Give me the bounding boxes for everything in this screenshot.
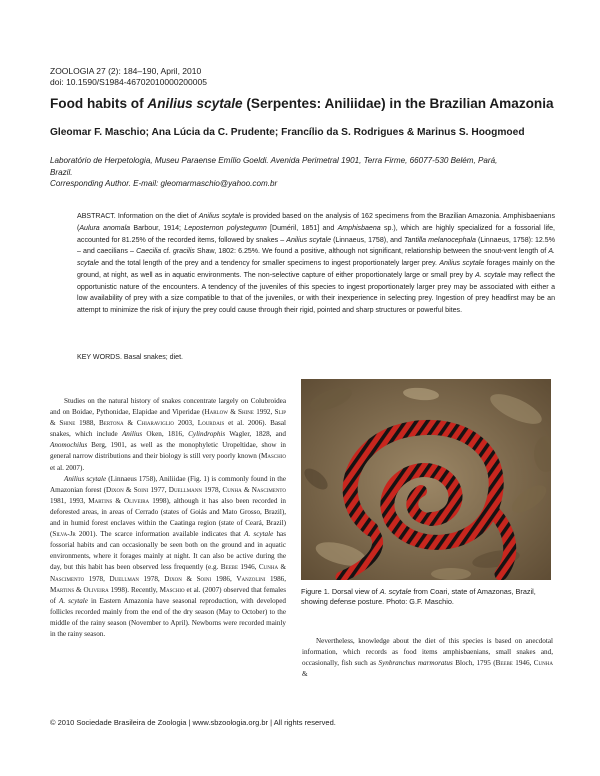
citation: Cunha & Nascimento <box>222 485 287 494</box>
text-span: 1946, <box>512 659 534 668</box>
genus-name: Anilius <box>121 430 143 439</box>
species-name: gracilis <box>172 248 195 256</box>
citation: Martins & Oliveira <box>50 585 109 594</box>
paragraph-diet <box>302 636 553 680</box>
species-name: Anilius scytale <box>439 260 485 267</box>
species-name: Anilius scytale <box>198 213 244 220</box>
title-text-rest: (Serpentes: Aniliidae) in the Brazilian Amazonia <box>242 96 554 111</box>
species-name: Anilius scytale <box>286 236 332 244</box>
text-span: 1992, <box>253 408 275 417</box>
text-span: 2001). The scarce information available indicates that <box>75 530 245 539</box>
author-list: Gleomar F. Maschio; Ana Lúcia da C. Prudente; Francílio da S. Rodrigues & Marinus S. Hoogmoed <box>50 127 525 138</box>
text-span: 1981, 1993, <box>50 496 89 505</box>
journal-volume-line: ZOOLOGIA 27 (2): 184–190, April, 2010 <box>50 66 202 76</box>
text-span: 1998), although it has also been recorded in deforested areas, in areas of Cerrado (states of Goiás and Mato Grosso, Brazil), and in humid forest enclaves within the Caatinga region (state of Ceará, Brazil) ( <box>50 496 286 539</box>
article-title <box>50 96 570 111</box>
abstract-span: [Duméril, 1851] and <box>266 224 338 232</box>
species-name: Synbranchus marmoratus <box>378 659 453 668</box>
abstract-text <box>77 211 555 317</box>
genus-name: Cylindrophis <box>188 430 226 439</box>
text-span: has fossorial habits and can occasionally be seen both on the ground and in aquatic environments, where it forages mainly at night. It can also be active during the day, but this habit has been observed less frequently (e.g. <box>50 530 286 572</box>
text-span: et al. 2006). Basal snakes, which include <box>50 419 286 439</box>
snake-photo <box>301 379 551 580</box>
journal-citation <box>50 66 207 87</box>
text-span: 1946, <box>238 563 259 572</box>
title-text: Food habits of <box>50 96 148 111</box>
genus-name: Anomochilus <box>50 441 88 450</box>
citation: Slip & Shine <box>50 408 287 428</box>
paragraph-intro <box>50 396 286 474</box>
text-span: Studies on the natural history of snakes concentrate largely on Colubroidea and on Boidae, Pythonidae, Elapidae and Viperidae ( <box>50 397 286 417</box>
caption-text: from Coari, state of Amazonas, Brazil, showing defense posture. Photo: G.F. Maschio. <box>301 587 536 607</box>
text-span: Oken, 1816, <box>142 430 189 439</box>
affiliation-block <box>50 155 550 190</box>
abstract-span: forages mainly on the ground, at night, as well as in aquatic environments. The non-selective capture of either proportionately large or small prey by <box>77 260 555 279</box>
text-span: Bloch, 1795 ( <box>452 659 496 668</box>
copyright-footer: © 2010 Sociedade Brasileira de Zoologia | www.sbzoologia.org.br | All rights reserved. <box>50 718 336 727</box>
citation: Duellman <box>109 574 140 583</box>
text-span: 1978, <box>84 574 110 583</box>
citation: Bertona & Chiaraviglio <box>99 419 175 428</box>
species-name: Amphisbaena <box>337 224 381 232</box>
text-span: et al. 2007). <box>50 463 85 472</box>
abstract-span: ABSTRACT. Information on the diet of <box>77 213 199 220</box>
species-name: A. scytale <box>77 248 556 267</box>
citation: Beebe <box>495 659 513 668</box>
text-span: (Linnaeus 1758), Aniliidae (Fig. 1) is commonly found in the Amazonian forest ( <box>50 474 286 494</box>
abstract-span: may reflect the opportunistic nature of the encounters. A tendency of the juveniles of this species to ingest proportionately larger prey may be associated with either a low availability of prey with a size compatible to that of the juveniles, or with their inexperience in selecting prey. Ingestion of prey headfirst may be an attempt to minimize the risk of injury the prey could cause through their rigid, pointed and sharp structures or powerful bites. <box>77 271 555 314</box>
abstract-span: (Linnaeus, 1758): 12.5% – and caecilians – <box>77 236 555 256</box>
abstract-span: cf. <box>161 248 173 256</box>
keywords: KEY WORDS. Basal snakes; diet. <box>77 354 184 361</box>
affiliation-country: Brazil. <box>50 167 73 177</box>
text-span: 1986, <box>265 574 287 583</box>
body-column-right <box>302 636 553 680</box>
species-name: Anilius scytale <box>64 474 107 483</box>
citation: Maschio <box>159 585 185 594</box>
text-span: Wagler, 1828, and <box>225 430 286 439</box>
text-span: 2003, <box>174 419 198 428</box>
species-name: A. scytale <box>475 271 506 279</box>
citation: Harlow & Shine <box>204 408 254 417</box>
text-span: 1998). Recently, <box>108 585 160 594</box>
abstract-span: and the total length of the prey and a tendency for smaller specimens to ingest proportionately larger prey. <box>98 260 440 267</box>
abstract-span: (Linnaeus, 1758), and <box>331 236 404 244</box>
abstract-span: is provided based on the analysis of 162 specimens from the Brazilian Amazonia. Amphisbaenians ( <box>77 213 555 232</box>
citation: Vanzolini <box>236 574 266 583</box>
body-column-left <box>50 396 286 640</box>
species-name: A. scytale <box>244 530 274 539</box>
paragraph-species <box>50 474 286 640</box>
text-span: 1978, <box>202 485 223 494</box>
abstract <box>77 211 555 317</box>
text-span: 1986, <box>211 574 237 583</box>
abstract-span: sp.), which are highly specialized for a fossorial life, accounted for 81.25% of the recorded items, followed by snakes – <box>77 224 555 244</box>
text-span: 1978, <box>139 574 165 583</box>
citation: Cunha & Nascimento <box>50 563 287 583</box>
text-span: in Eastern Amazonia have seasonal reproduction, with developed follicles recorded mainly from the end of the dry season (May to October) to the middle of the rainy season (November to April). Newborns were recorded mainly in the rainy season. <box>50 596 286 638</box>
doi-line: doi: 10.1590/S1984-46702010000200005 <box>50 76 207 87</box>
text-span: Berg, 1901, as well as the monophyletic Uropeltidae, show in general narrow distributions and their biology is still very poorly known ( <box>50 441 286 461</box>
citation: Cunha & <box>302 659 554 679</box>
citation: Silva-Jr <box>52 530 76 539</box>
citation: Dixon & Soini <box>106 485 149 494</box>
citation: Lourdais <box>197 419 225 428</box>
citation: Maschio <box>261 452 286 461</box>
citation: Duellmann <box>168 485 202 494</box>
figure-1-photo <box>301 379 551 580</box>
species-name: A. scytale <box>58 596 88 605</box>
affiliation-address: Laboratório de Herpetologia, Museu Paraense Emílio Goeldi. Avenida Perimetral 1901, Terra Firme, 66077-530 Belém, Pará, <box>50 156 498 165</box>
species-name: Aulura anomala <box>79 224 131 232</box>
text-span: 1988, <box>75 419 99 428</box>
text-span: 1977, <box>148 485 169 494</box>
species-name: A. scytale <box>379 587 412 596</box>
citation: Martins & Oliveira <box>88 496 150 505</box>
citation: Beebe <box>220 563 239 572</box>
abstract-span: Shaw, 1802: 6.25%. We found a positive, although not significant, relationship between the snout-vent length of <box>194 248 549 256</box>
corresponding-author: Corresponding Author. E-mail: gleomarmaschio@yahoo.com.br <box>50 179 278 189</box>
text-span: et al. (2007) observed that females of <box>50 585 287 605</box>
text-span: Nevertheless, knowledge about the diet of this species is based on anecdotal information, which records as food items amphisbaenians, small snakes and, occasionally, fish such as <box>302 637 553 668</box>
abstract-span: Barbour, 1914; <box>130 224 185 232</box>
citation: Dixon & Soini <box>164 574 212 583</box>
title-species: Anilius scytale <box>147 96 243 111</box>
species-name: Tantilla melanocephala <box>403 236 476 244</box>
species-name: Caecilia <box>136 248 162 256</box>
species-name: Leposternon polystegumn <box>184 224 267 232</box>
caption-text: Figure 1. Dorsal view of <box>301 587 380 596</box>
figure-caption <box>301 587 551 608</box>
